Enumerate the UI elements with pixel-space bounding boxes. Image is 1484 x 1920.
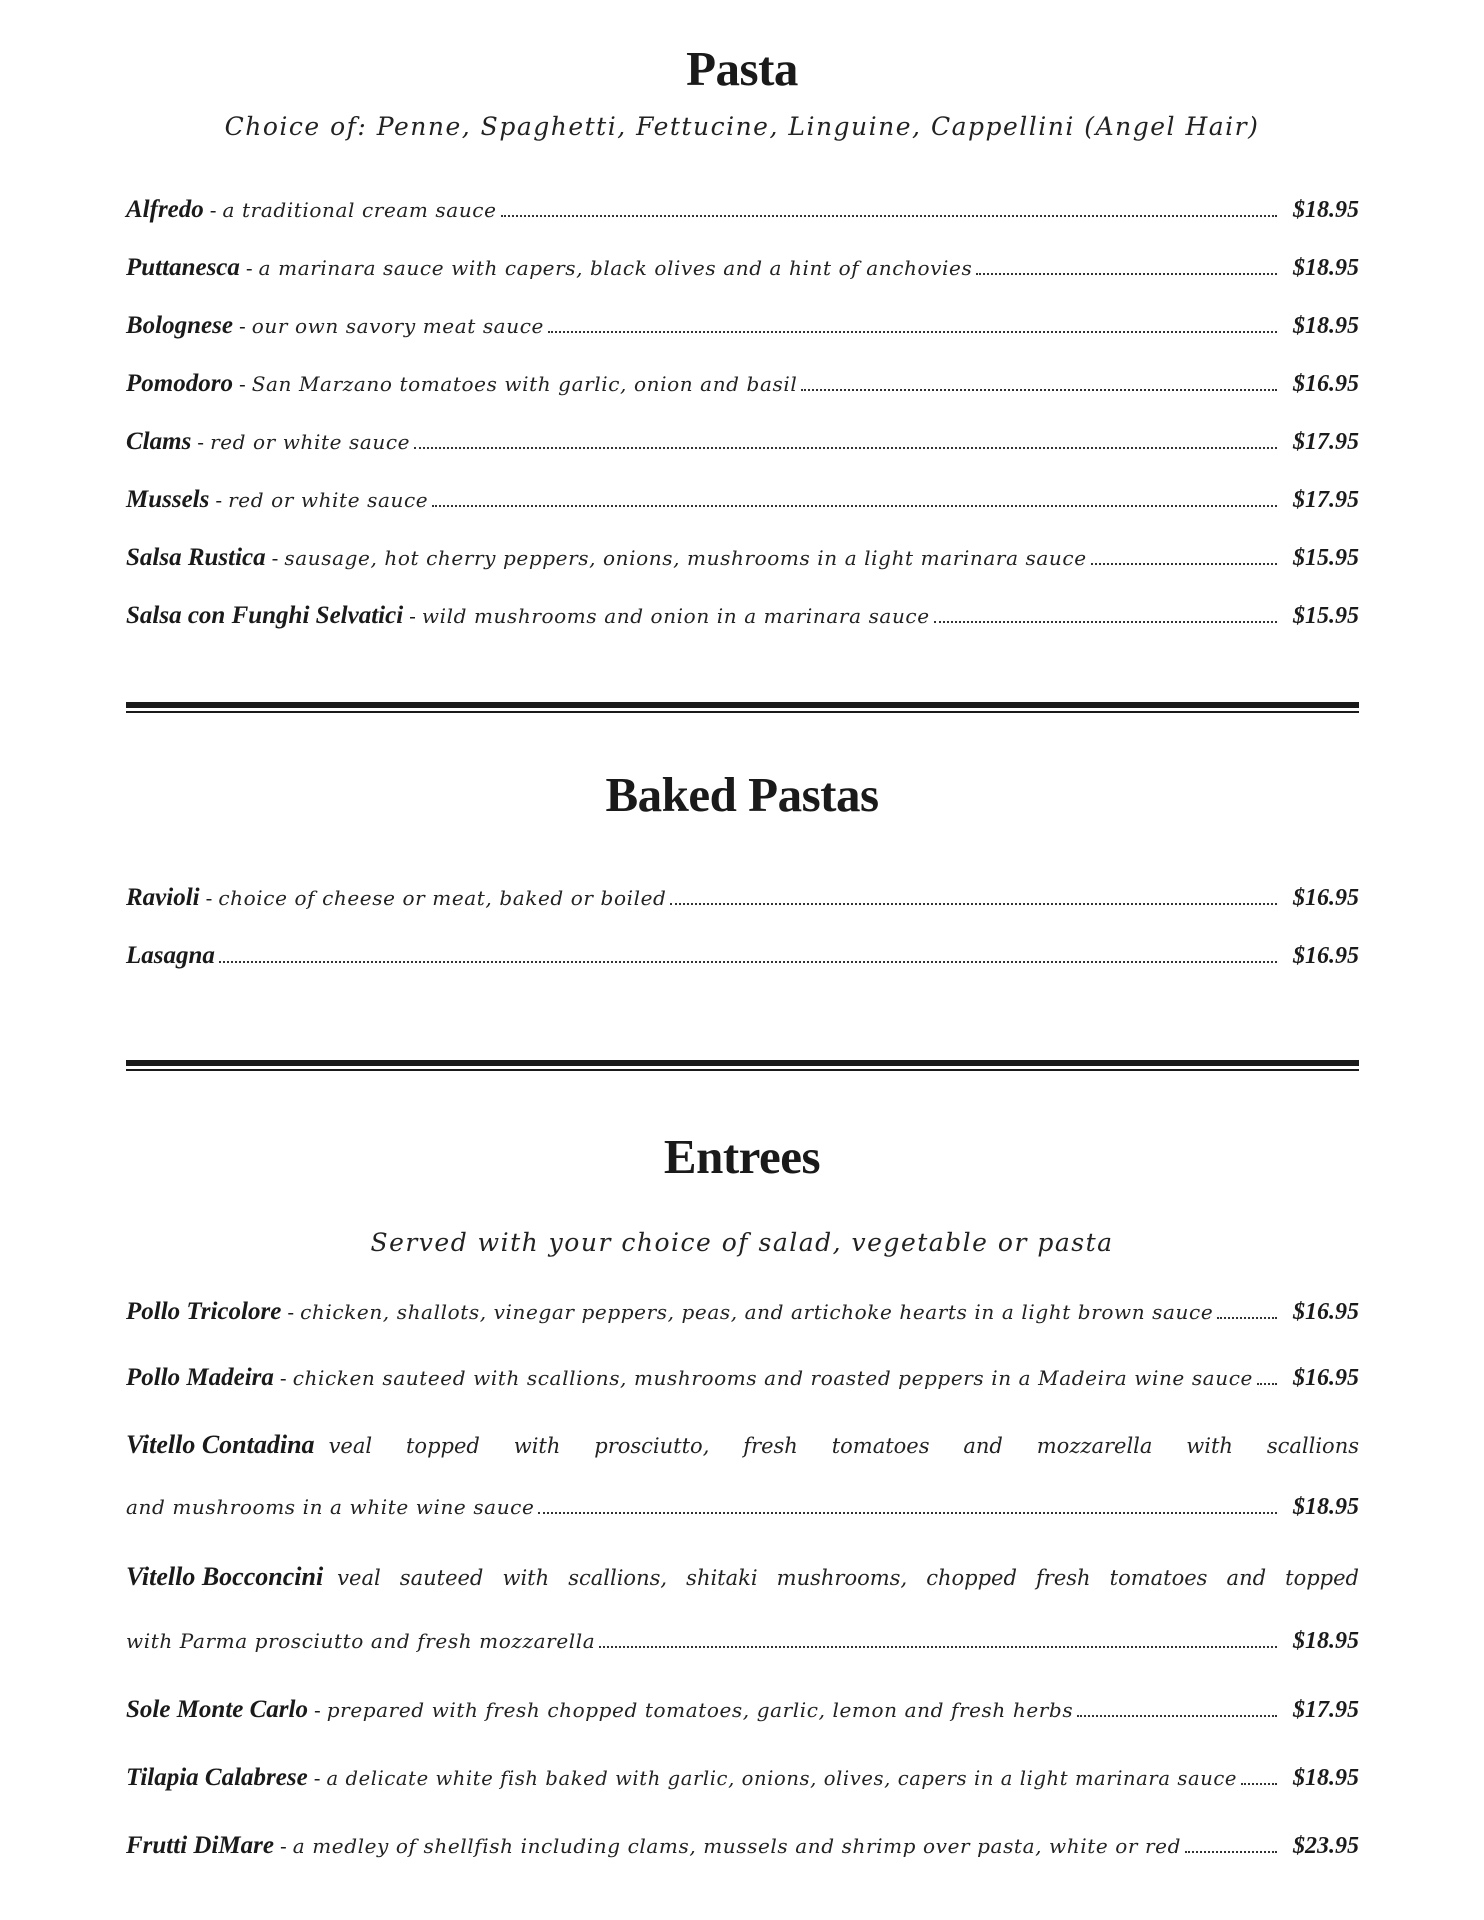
item-description: chicken sauteed with scallions, mushrooms and roasted peppers in a Madeira wine sauce (292, 1366, 1253, 1390)
item-price: $15.95 (1293, 545, 1359, 571)
menu-item-vitello-contadina-cont (126, 1494, 1359, 1534)
item-description-line1: veal topped with prosciutto, fresh tomatoes and mozzarella with scallions (328, 1434, 1359, 1458)
menu-item-clams: Clams - red or white sauce $17.95 (126, 428, 1359, 455)
dot-leader (432, 504, 1277, 507)
item-description: our own savory meat sauce (251, 314, 544, 338)
item-description: San Marzano tomatoes with garlic, onion and basil (251, 372, 798, 396)
item-name: Frutti DiMare (126, 1832, 274, 1859)
menu-item-vitello-bocconcini (126, 1562, 1359, 1602)
item-price: $18.95 (1293, 313, 1359, 339)
item-price: $16.95 (1293, 943, 1359, 969)
dot-leader (501, 214, 1277, 217)
item-description: red or white sauce (228, 488, 429, 512)
dot-leader (670, 902, 1277, 905)
item-name: Ravioli (126, 884, 200, 911)
section-title-pasta: Pasta (686, 41, 798, 96)
dot-leader (548, 330, 1277, 333)
item-name: Vitello Contadina (126, 1430, 315, 1459)
menu-item-sole-monte-carlo: Sole Monte Carlo - prepared with fresh chopped tomatoes, garlic, lemon and fresh herbs $17.95 (126, 1696, 1359, 1723)
dot-leader (1217, 1316, 1277, 1319)
item-name: Alfredo (126, 196, 204, 223)
menu-item-alfredo: Alfredo - a traditional cream sauce $18.95 (126, 196, 1359, 223)
item-description: chicken, shallots, vinegar peppers, peas, and artichoke hearts in a light brown sauce (300, 1300, 1214, 1324)
item-description: choice of cheese or meat, baked or boiled (218, 886, 667, 910)
menu-item-vitello-bocconcini-cont (126, 1628, 1359, 1668)
item-name: Bolognese (126, 312, 233, 339)
section-divider (126, 702, 1359, 713)
item-name: Pollo Tricolore (126, 1298, 282, 1325)
item-name: Clams (126, 428, 192, 455)
menu-item-frutti-dimare: Frutti DiMare - a medley of shellfish including clams, mussels and shrimp over pasta, white or red $23.95 (126, 1832, 1359, 1859)
menu-item-mussels: Mussels - red or white sauce $17.95 (126, 486, 1359, 513)
item-description: a marinara sauce with capers, black olives and a hint of anchovies (258, 256, 973, 280)
item-price: $17.95 (1293, 429, 1359, 455)
item-price: $18.95 (1293, 1494, 1359, 1520)
item-name: Pollo Madeira (126, 1364, 274, 1391)
item-price: $18.95 (1293, 1628, 1359, 1654)
menu-item-tilapia-calabrese: Tilapia Calabrese - a delicate white fish baked with garlic, onions, olives, capers in a light marinara sauce $18.95 (126, 1764, 1359, 1791)
item-price: $17.95 (1293, 1697, 1359, 1723)
menu-item-salsa-rustica: Salsa Rustica - sausage, hot cherry peppers, onions, mushrooms in a light marinara sauce $15.95 (126, 544, 1359, 571)
dot-leader (934, 620, 1277, 623)
item-description: sausage, hot cherry peppers, onions, mushrooms in a light marinara sauce (284, 546, 1087, 570)
item-description: red or white sauce (210, 430, 411, 454)
menu-item-lasagna (126, 942, 1359, 982)
item-name: Puttanesca (126, 254, 240, 281)
item-price: $18.95 (1293, 255, 1359, 281)
item-description-line1: veal sauteed with scallions, shitaki mushrooms, chopped fresh tomatoes and topped (337, 1566, 1359, 1590)
menu-item-ravioli: Ravioli - choice of cheese or meat, baked or boiled $16.95 (126, 884, 1359, 911)
menu-item-pollo-tricolore: Pollo Tricolore - chicken, shallots, vinegar peppers, peas, and artichoke hearts in a light brown sauce $16.95 (126, 1298, 1359, 1325)
dot-leader (599, 1645, 1277, 1648)
section-subtitle-pasta: Choice of: Penne, Spaghetti, Fettucine, Linguine, Cappellini (Angel Hair) (224, 112, 1260, 141)
item-name: Salsa con Funghi Selvatici (126, 602, 404, 629)
dot-leader (538, 1511, 1277, 1514)
item-name: Pomodoro (126, 370, 233, 397)
item-price: $16.95 (1293, 1299, 1359, 1325)
item-price: $18.95 (1293, 197, 1359, 223)
item-price: $16.95 (1293, 1365, 1359, 1391)
item-price: $16.95 (1293, 371, 1359, 397)
menu-item-vitello-contadina (126, 1430, 1359, 1470)
dot-leader (1091, 562, 1277, 565)
item-name: Tilapia Calabrese (126, 1764, 308, 1791)
section-subtitle-entrees: Served with your choice of salad, vegetable or pasta (370, 1228, 1114, 1257)
item-description: prepared with fresh chopped tomatoes, garlic, lemon and fresh herbs (326, 1698, 1074, 1722)
item-name: Salsa Rustica (126, 544, 266, 571)
menu-item-puttanesca: Puttanesca - a marinara sauce with capers, black olives and a hint of anchovies $18.95 (126, 254, 1359, 281)
dot-leader (1241, 1782, 1277, 1785)
dot-leader (1185, 1850, 1277, 1853)
menu-item-pomodoro: Pomodoro - San Marzano tomatoes with garlic, onion and basil $16.95 (126, 370, 1359, 397)
dot-leader (976, 272, 1277, 275)
item-description-line2: with Parma prosciutto and fresh mozzarella (126, 1629, 596, 1653)
item-name: Mussels (126, 486, 210, 513)
item-description: a delicate white fish baked with garlic, onions, olives, capers in a light marinara sauce (326, 1767, 1238, 1790)
dot-leader (1077, 1714, 1277, 1717)
section-title-entrees: Entrees (663, 1129, 821, 1184)
item-name: Vitello Bocconcini (126, 1562, 324, 1591)
item-description-line2: and mushrooms in a white wine sauce (126, 1495, 535, 1519)
item-price: $16.95 (1293, 885, 1359, 911)
item-price: $17.95 (1293, 487, 1359, 513)
item-price: $18.95 (1293, 1765, 1359, 1791)
dot-leader (219, 960, 1277, 963)
section-divider (126, 1060, 1359, 1071)
menu-item-bolognese: Bolognese - our own savory meat sauce $18.95 (126, 312, 1359, 339)
item-price: $15.95 (1293, 603, 1359, 629)
item-price: $23.95 (1293, 1833, 1359, 1859)
dot-leader (801, 388, 1277, 391)
menu-item-salsa-con-funghi-selvatici: Salsa con Funghi Selvatici - wild mushrooms and onion in a marinara sauce $15.95 (126, 602, 1359, 629)
item-description: a medley of shellfish including clams, mussels and shrimp over pasta, white or red (292, 1834, 1181, 1858)
item-name: Sole Monte Carlo (126, 1696, 308, 1723)
section-title-baked-pastas: Baked Pastas (605, 767, 879, 822)
dot-leader (414, 446, 1277, 449)
item-description: a traditional cream sauce (222, 198, 497, 222)
item-description: wild mushrooms and onion in a marinara sauce (421, 604, 930, 628)
menu-item-pollo-madeira: Pollo Madeira - chicken sauteed with scallions, mushrooms and roasted peppers in a Madeira wine sauce $16.95 (126, 1364, 1359, 1391)
item-name: Lasagna (126, 942, 215, 969)
dot-leader (1257, 1382, 1277, 1385)
